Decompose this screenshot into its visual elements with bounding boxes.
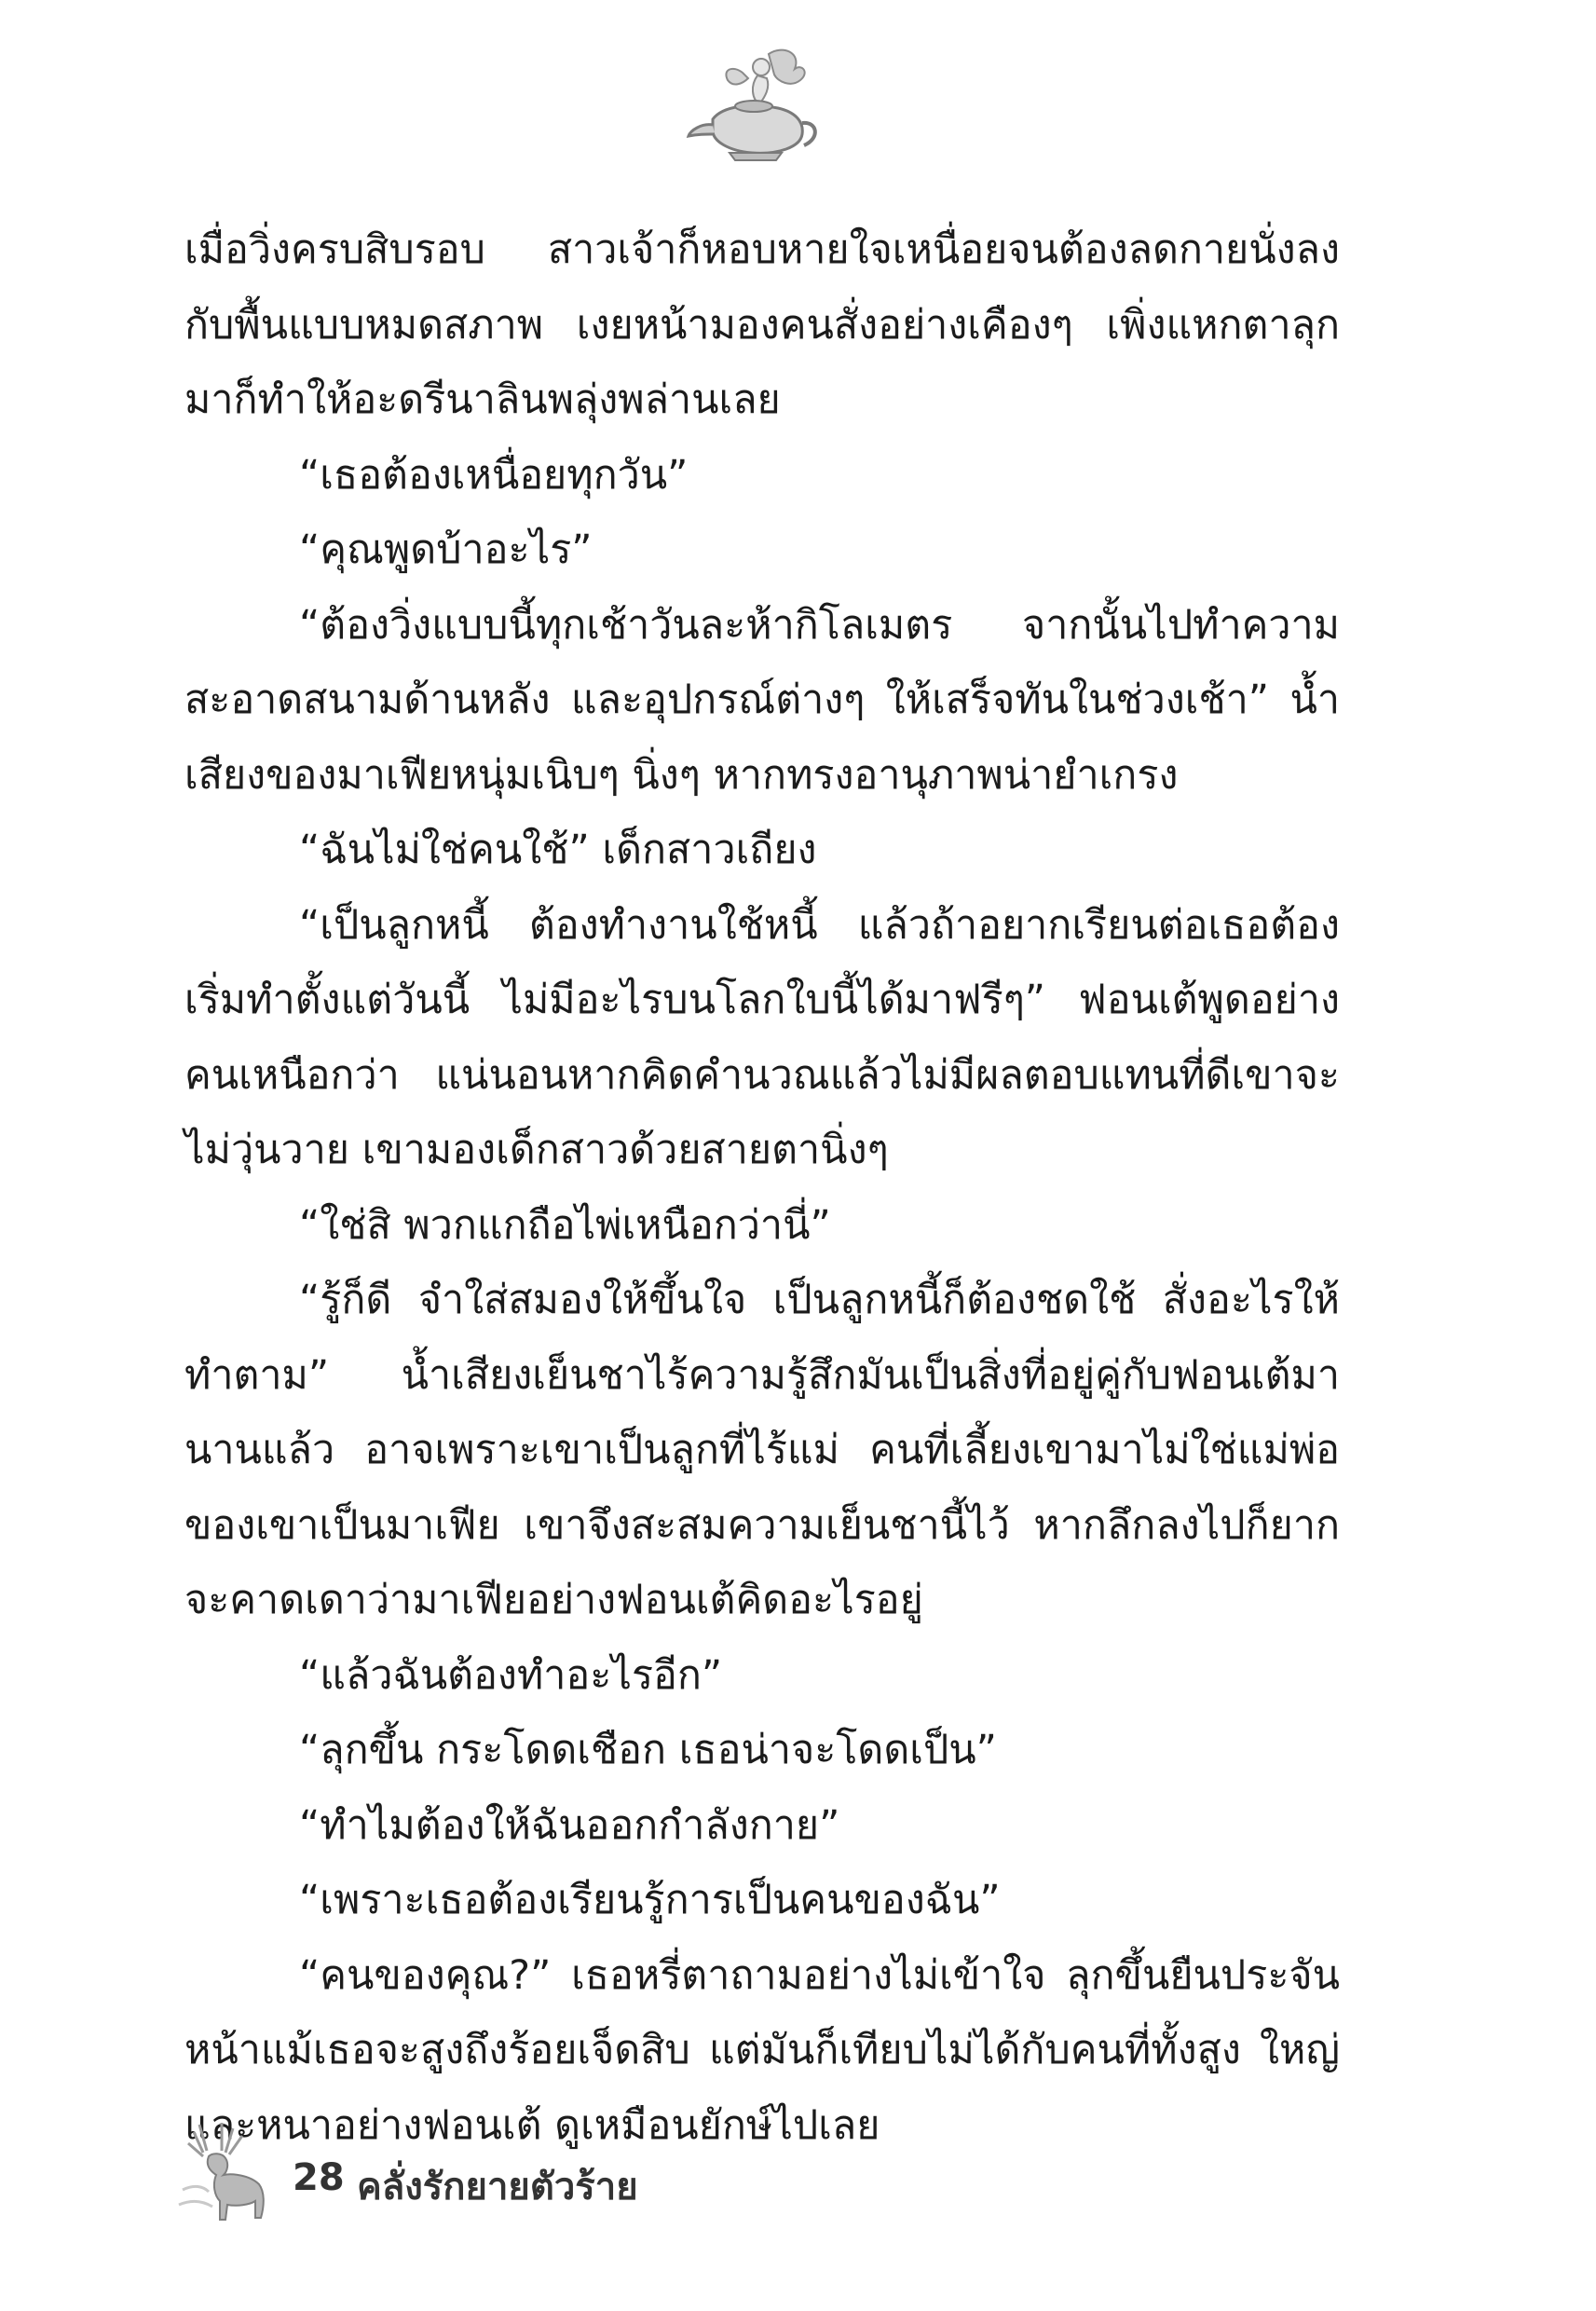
book-title: คลั่งรักยายตัวร้าย: [357, 2166, 638, 2208]
page-footer: [175, 2115, 1014, 2227]
paragraph: “ทำไมต้องให้ฉันออกกำลังกาย”: [299, 1801, 840, 1849]
paragraph: “เป็นลูกหนี้ ต้องทำงานใช้หนี้ แล้วถ้าอยากเรียนต่อเธอต้องเริ่มทำตั้งแต่วันนี้ ไม่มีอะไรบนโลกใบนี้ได้มาฟรีๆ” ฟอนเต้พูดอย่างคนเหนือกว่า แน่นอนหากคิดคำนวณแล้วไม่มีผลตอบแทนที่ดีเขาจะไม่วุ่นวาย เขามองเด็กสาวด้วยสายตานิ่งๆ: [184, 901, 1340, 1173]
paragraph: “ลุกขึ้น กระโดดเชือก เธอน่าจะโดดเป็น”: [299, 1727, 997, 1773]
body-text: [184, 212, 1340, 2163]
deer-icon: [175, 2115, 280, 2227]
paragraph: “รู้ก็ดี จำใส่สมองให้ขึ้นใจ เป็นลูกหนี้ก็ต้องชดใช้ สั่งอะไรให้ทำตาม” น้ำเสียงเย็นชาไร้ความรู้สึกมันเป็นสิ่งที่อยู่คู่กับฟอนเต้มานานแล้ว อาจเพราะเขาเป็นลูกที่ไร้แม่ คนที่เลี้ยงเขามาไม่ใช่แม่พ่อของเขาเป็นมาเฟีย เขาจึงสะสมความเย็นชานี้ไว้ หากลึกลงไปก็ยากจะคาดเดาว่ามาเฟียอย่างฟอนเต้คิดอะไรอยู่: [184, 1277, 1340, 1623]
paragraph: “ฉันไม่ใช่คนใช้” เด็กสาวเถียง: [299, 827, 817, 873]
paragraph: “ต้องวิ่งแบบนี้ทุกเช้าวันละห้ากิโลเมตร จากนั้นไปทำความสะอาดสนามด้านหลัง และอุปกรณ์ต่างๆ ให้เสร็จทันในช่วงเช้า” น้ำเสียงของมาเฟียหนุ่มเนิบๆ นิ่งๆ หากทรงอานุภาพน่ายำเกรง: [184, 601, 1340, 799]
paragraph: “ใช่สิ พวกแกถือไพ่เหนือกว่านี่”: [299, 1201, 831, 1249]
paragraph: เมื่อวิ่งครบสิบรอบ สาวเจ้าก็หอบหายใจเหนื่อยจนต้องลดกายนั่งลงกับพื้นแบบหมดสภาพ เงยหน้ามองคนสั่งอย่างเคืองๆ เพิ่งแหกตาลุกมาก็ทำให้อะดรีนาลินพลุ่งพล่านเลย: [184, 226, 1340, 423]
paragraph: “คนของคุณ?” เธอหรี่ตาถามอย่างไม่เข้าใจ ลุกขึ้นยืนประจันหน้าแม้เธอจะสูงถึงร้อยเจ็ดสิบ แต่มันก็เทียบไม่ได้กับคนที่ทั้งสูง ใหญ่และหนาอย่างฟอนเต้ ดูเหมือนยักษ์ไปเลย: [184, 1951, 1340, 2149]
page-number: 28: [293, 2156, 345, 2199]
paragraph: “คุณพูดบ้าอะไร”: [299, 526, 593, 573]
paragraph: “เพราะเธอต้องเรียนรู้การเป็นคนของฉัน”: [299, 1877, 1001, 1923]
cupid-teapot-ornament-icon: [685, 45, 825, 166]
paragraph: “แล้วฉันต้องทำอะไรอีก”: [299, 1651, 723, 1699]
paragraph: “เธอต้องเหนื่อยทุกวัน”: [299, 451, 689, 499]
